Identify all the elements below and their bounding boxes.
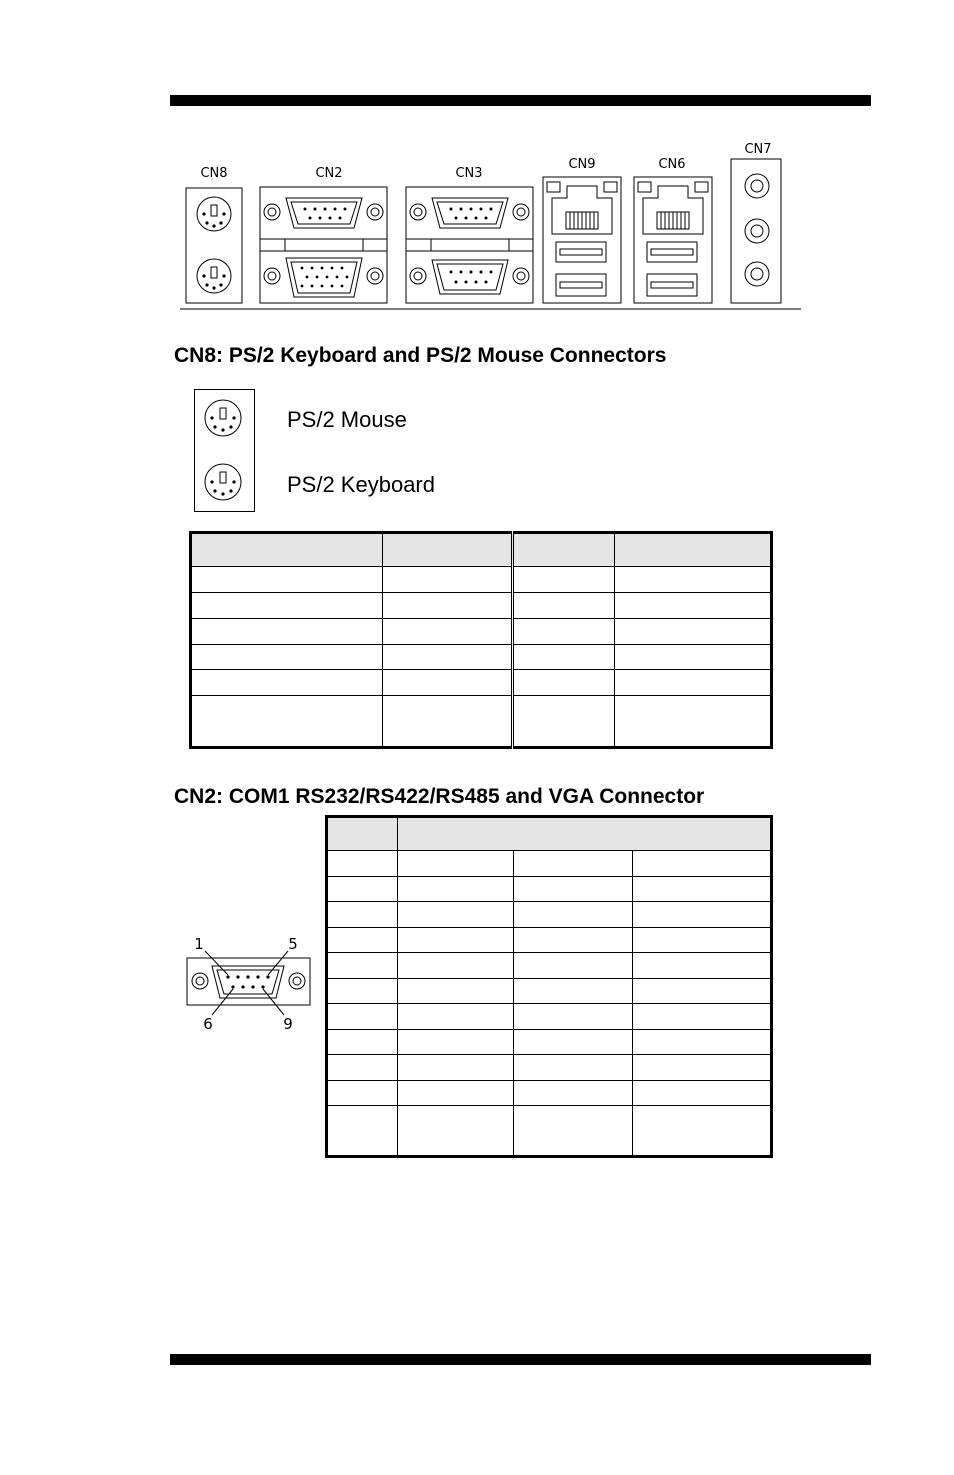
cn8-ps2-stack-icon [186,188,242,303]
panel-label-cn9: CN9 [568,157,596,172]
table-row [191,644,772,670]
table-row [191,567,772,593]
table-row [327,851,772,877]
pin-label-9: 9 [283,1015,293,1033]
cn2-db9-vga-stack-icon [260,187,387,303]
panel-label-cn8: CN8 [200,166,228,181]
com1-pin-table [325,815,773,1158]
table-cell [513,533,615,567]
db9-pinout-icon [180,930,315,1035]
ps2-pin-table [189,531,773,749]
table-row [327,1029,772,1055]
pin-label-5: 5 [288,935,298,953]
panel-label-cn6: CN6 [658,157,686,172]
table-header-row [327,817,772,851]
cn2-section-heading: CN2: COM1 RS232/RS422/RS485 and VGA Connector [174,785,705,808]
ps2-keyboard-label: PS/2 Keyboard [287,472,435,497]
table-cell [327,817,398,851]
pin-label-6: 6 [203,1015,213,1033]
table-row [327,1004,772,1030]
table-row [327,927,772,953]
panel-label-cn2: CN2 [315,166,343,181]
table-row [191,670,772,696]
table-row [327,902,772,928]
ps2-mouse-label: PS/2 Mouse [287,407,407,432]
table-cell [615,533,772,567]
table-cell [383,533,513,567]
rear-panel-diagram [0,0,954,320]
panel-label-cn7: CN7 [744,142,772,157]
table-cell [191,533,383,567]
table-row [327,876,772,902]
table-row [327,1055,772,1081]
cn9-lan-usb-stack-icon [543,177,621,303]
cn8-section-heading: CN8: PS/2 Keyboard and PS/2 Mouse Connectors [174,344,667,367]
bottom-rule [170,1354,871,1365]
cn7-audio-jacks-icon [731,159,781,303]
cn3-db9-stack-icon [406,187,533,303]
table-cell [398,817,772,851]
cn6-lan-usb-stack-icon [634,177,712,303]
table-row [327,978,772,1004]
table-row [327,953,772,979]
table-row [327,1080,772,1106]
table-header-row [191,533,772,567]
table-row [327,1106,772,1157]
table-row [191,592,772,618]
table-row [191,696,772,748]
pin-label-1: 1 [194,935,204,953]
ps2-connector-icon [194,389,256,514]
panel-label-cn3: CN3 [455,166,483,181]
table-row [191,618,772,644]
